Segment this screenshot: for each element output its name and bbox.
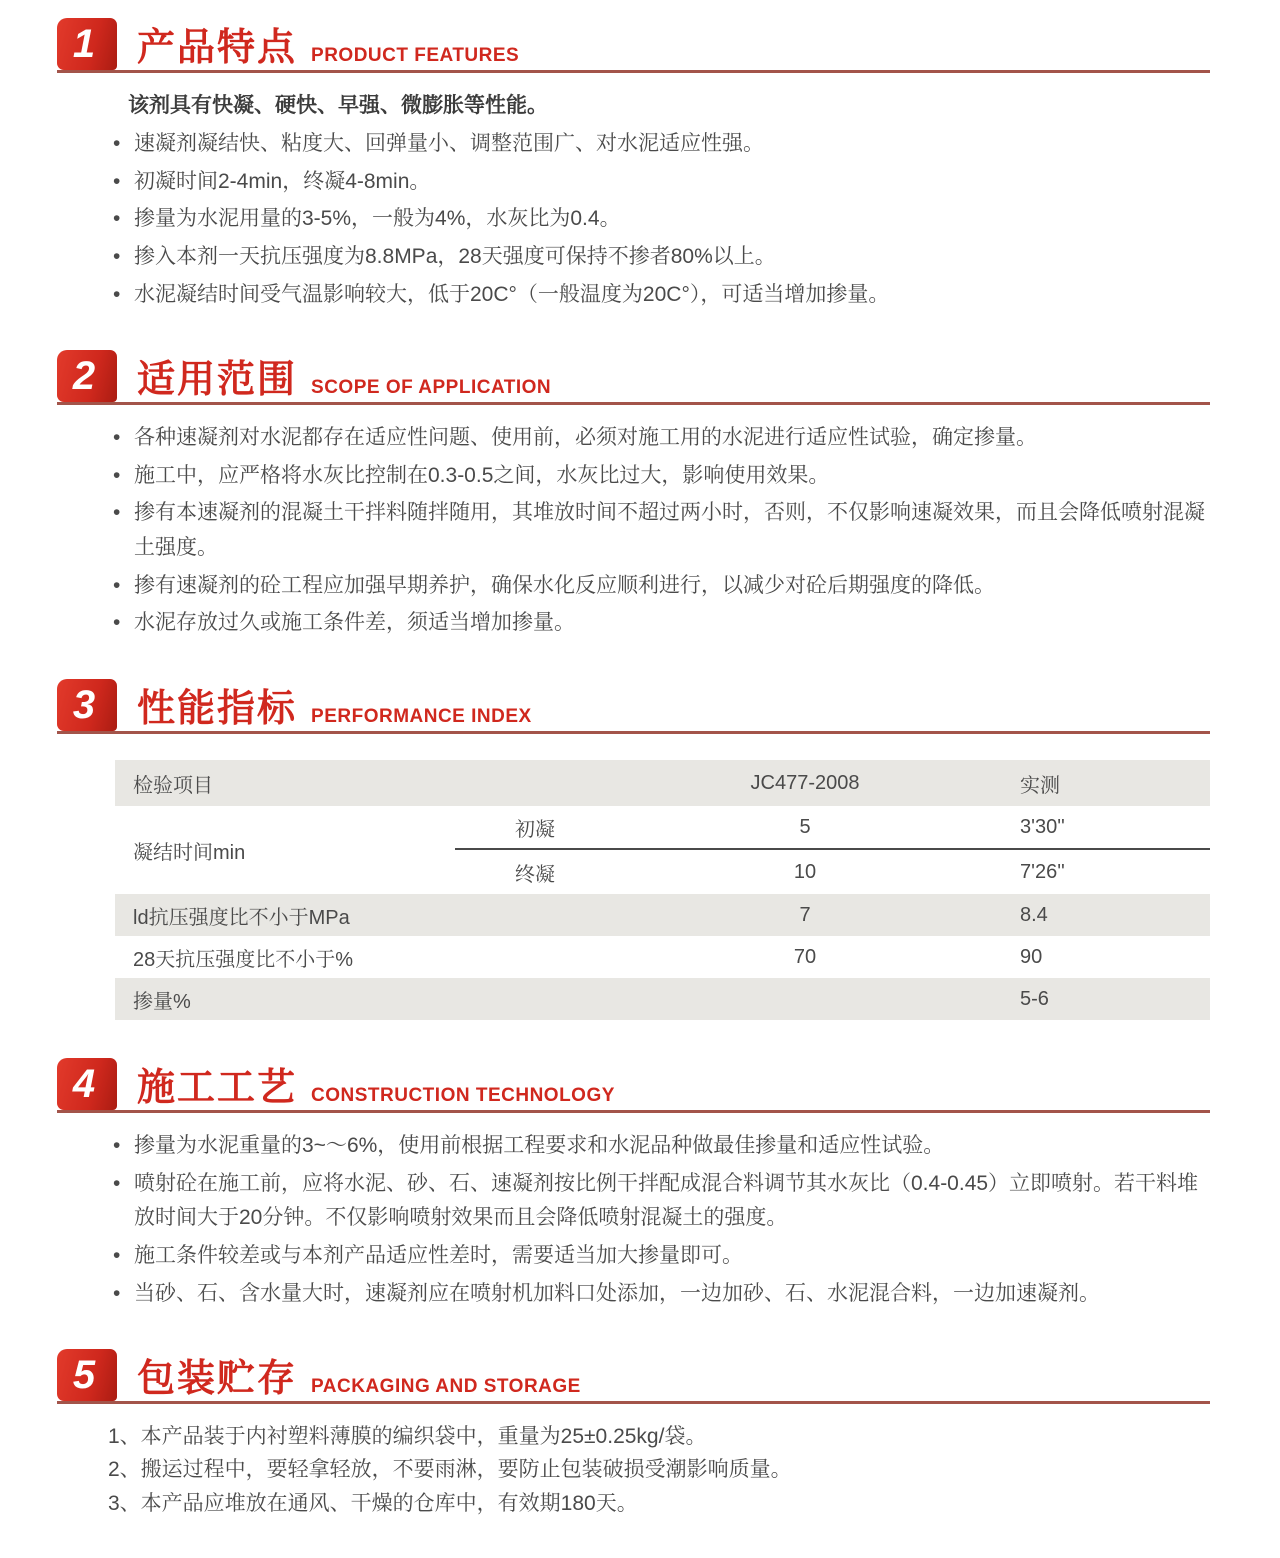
section-number-badge: 4 <box>57 1058 117 1110</box>
section-packaging-storage <box>0 1349 1280 1520</box>
section-title-zh: 施工工艺 <box>137 1067 298 1110</box>
numbered-item: 3、本产品应堆放在通风、干燥的仓库中，有效期180天。 <box>108 1491 638 1515</box>
bullet-item: • 掺有本速凝剂的混凝土干拌料随拌随用，其堆放时间不超过两小时，否则，不仅影响速凝效果，而且会降低喷射混凝土强度。 <box>108 496 1210 565</box>
performance-table <box>115 760 1210 1020</box>
section-title-en: PACKAGING AND STORAGE <box>311 1376 581 1398</box>
section-body <box>108 89 1210 312</box>
bullet-item: • 速凝剂凝结快、粘度大、回弹量小、调整范围广、对水泥适应性强。 <box>108 127 1210 162</box>
subrow-measured-value: 3'30'' <box>1020 815 1065 838</box>
bullet-item: • 水泥存放过久或施工条件差，须适当增加掺量。 <box>108 606 1210 641</box>
section-title-zh: 产品特点 <box>137 27 298 69</box>
bullet-item: • 掺入本剂一天抗压强度为8.8MPa，28天强度可保持不掺者80%以上。 <box>108 240 1210 275</box>
section-product-features <box>0 18 1280 312</box>
bullet-item: • 施工中，应严格将水灰比控制在0.3-0.5之间，水灰比过大，影响使用效果。 <box>108 459 1210 494</box>
row-standard-value: 7 <box>799 903 811 926</box>
section-construction-technology <box>0 1058 1280 1311</box>
packaging-item-list <box>108 1420 1210 1520</box>
section-title-zh: 性能指标 <box>137 688 298 731</box>
bullet-item: • 喷射砼在施工前，应将水泥、砂、石、速凝剂按比例干拌配成混合料调节其水灰比（0.4-0.45）立即喷射。若干料堆放时间大于20分钟。不仅影响喷射效果而且会降低喷射混凝土的强度。 <box>108 1167 1210 1236</box>
table-row-dosage <box>115 978 1210 1020</box>
bullet-item: • 掺量为水泥重量的3~～6%，使用前根据工程要求和水泥品种做最佳掺量和适应性试验。 <box>108 1129 1210 1164</box>
numbered-item: 1、本产品装于内衬塑料薄膜的编织袋中，重量为25±0.25kg/袋。 <box>108 1425 707 1449</box>
subrow-standard-value: 5 <box>799 815 811 838</box>
section-header <box>57 679 1210 734</box>
table-row-1d-strength <box>115 894 1210 936</box>
section-title-en: SCOPE OF APPLICATION <box>311 377 552 399</box>
row-item-label: 28天抗压强度比不小于% <box>133 948 354 971</box>
section-body <box>108 1129 1210 1311</box>
numbered-item: 2、搬运过程中，要轻拿轻放，不要雨淋，要防止包装破损受潮影响质量。 <box>108 1458 792 1482</box>
section-header <box>57 1058 1210 1113</box>
row-item-label: 掺量% <box>133 990 191 1013</box>
section-title-zh: 包装贮存 <box>137 1358 298 1401</box>
section-title-en: PRODUCT FEATURES <box>311 45 520 66</box>
row-item-label: ld抗压强度比不小于MPa <box>133 906 350 929</box>
subrow-standard-value: 10 <box>793 860 817 883</box>
section-title-en: CONSTRUCTION TECHNOLOGY <box>311 1085 615 1107</box>
row-measured-value: 5-6 <box>1020 987 1049 1010</box>
row-measured-value: 90 <box>1020 945 1043 968</box>
bullet-item: • 施工条件较差或与本剂产品适应性差时，需要适当加大掺量即可。 <box>108 1239 1210 1274</box>
row-measured-value: 8.4 <box>1020 903 1048 926</box>
setting-time-subrows <box>455 806 1210 894</box>
section-header <box>57 18 1210 73</box>
construction-bullet-list <box>108 1129 1210 1311</box>
table-header-row <box>115 760 1210 806</box>
section-number-badge: 2 <box>57 350 117 402</box>
bullet-item: • 水泥凝结时间受气温影响较大，低于20C°（一般温度为20C°），可适当增加掺量。 <box>108 278 1210 313</box>
setting-time-label: 凝结时间min <box>133 841 246 864</box>
bullet-item: • 各种速凝剂对水泥都存在适应性问题、使用前，必须对施工用的水泥进行适应性试验，确定掺量。 <box>108 421 1210 456</box>
section-scope-of-application <box>0 350 1280 641</box>
subrow-name: 终凝 <box>515 863 555 886</box>
section-header <box>57 350 1210 405</box>
table-row-28d-strength <box>115 936 1210 978</box>
bullet-item: • 掺量为水泥用量的3-5%，一般为4%，水灰比为0.4。 <box>108 202 1210 237</box>
row-standard-value: 70 <box>793 945 817 968</box>
features-intro-line: 该剂具有快凝、硬快、早强、微膨胀等性能。 <box>128 94 548 117</box>
bullet-item: • 掺有速凝剂的砼工程应加强早期养护，确保水化反应顺利进行，以减少对砼后期强度的降低。 <box>108 569 1210 604</box>
table-subrow-final-set <box>455 850 1210 894</box>
section-header <box>57 1349 1210 1404</box>
subrow-name: 初凝 <box>515 818 555 841</box>
section-body <box>108 421 1210 641</box>
table-header-standard: JC477-2008 <box>750 771 860 794</box>
section-number-badge: 1 <box>57 18 117 70</box>
section-number-badge: 3 <box>57 679 117 731</box>
section-performance-index <box>0 679 1280 1020</box>
section-title-zh: 适用范围 <box>137 359 298 402</box>
features-bullet-list <box>108 127 1210 312</box>
table-subrow-initial-set <box>455 806 1210 850</box>
scope-bullet-list <box>108 421 1210 641</box>
table-header-item: 检验项目 <box>133 774 213 797</box>
table-header-measured: 实测 <box>1020 774 1060 797</box>
section-title-en: PERFORMANCE INDEX <box>311 706 532 728</box>
bullet-item: • 当砂、石、含水量大时，速凝剂应在喷射机加料口处添加，一边加砂、石、水泥混合料，一边加速凝剂。 <box>108 1277 1210 1312</box>
subrow-measured-value: 7'26'' <box>1020 860 1065 883</box>
section-number-badge: 5 <box>57 1349 117 1401</box>
table-row-setting-time <box>115 806 1210 894</box>
bullet-item: • 初凝时间2-4min，终凝4-8min。 <box>108 165 1210 200</box>
